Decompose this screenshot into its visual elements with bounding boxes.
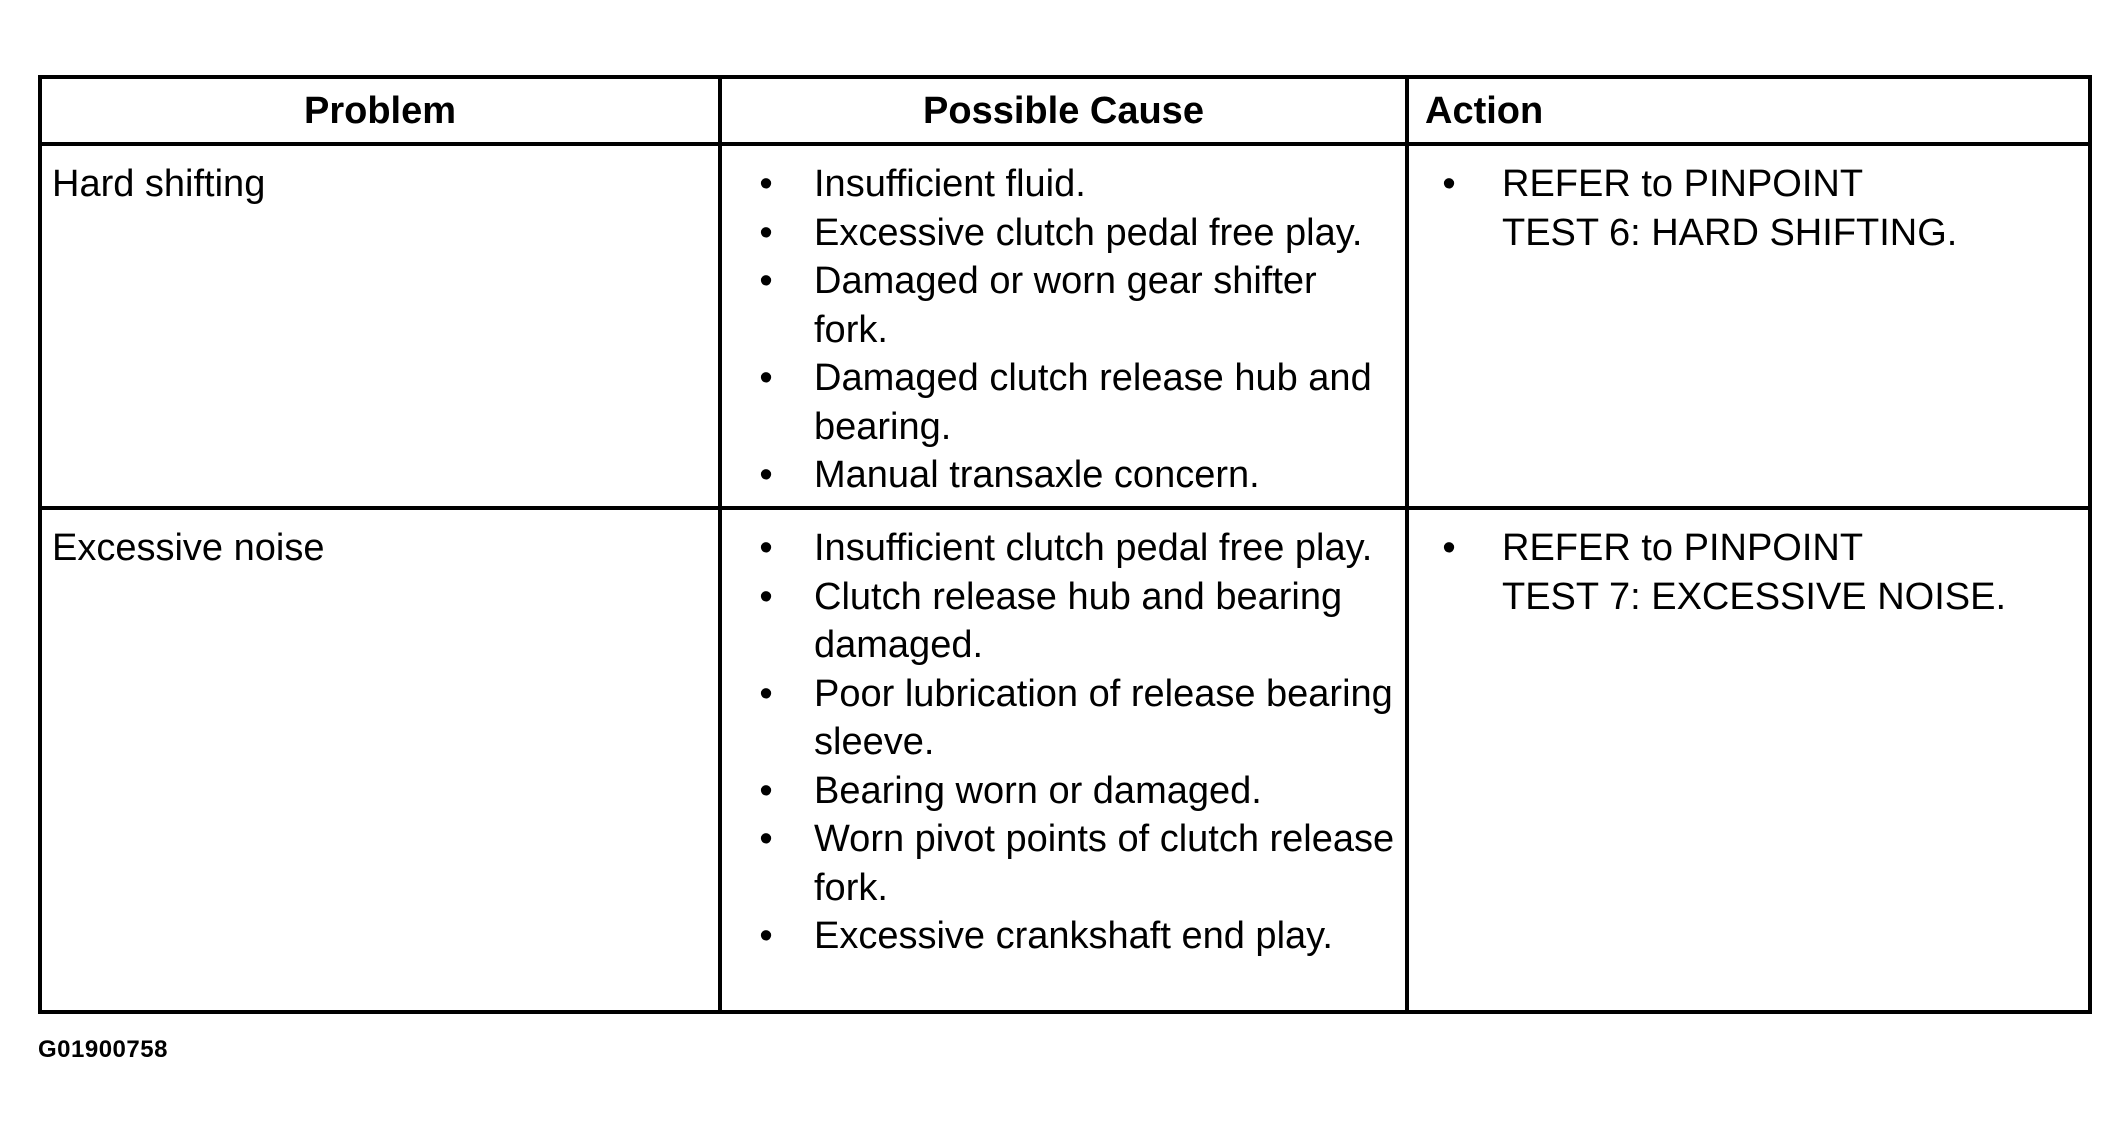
bullet-icon: •	[759, 672, 773, 715]
header-action: Action	[1407, 77, 2090, 144]
cause-item	[722, 670, 1405, 767]
table-header-row	[40, 77, 2090, 144]
cause-text: Damaged clutch release hub and bearing.	[814, 357, 1372, 448]
problem-cell	[40, 508, 720, 1012]
bullet-icon: •	[759, 575, 773, 618]
cause-text: Bearing worn or damaged.	[814, 769, 1262, 812]
cause-text: Worn pivot points of clutch release fork.	[814, 818, 1395, 909]
action-text-line1: REFER to PINPOINT	[1502, 527, 1864, 569]
bullet-icon: •	[1442, 527, 1456, 569]
bullet-icon: •	[759, 357, 773, 399]
cause-item	[722, 767, 1405, 816]
cause-item	[722, 815, 1405, 912]
problem-text: Hard shifting	[52, 163, 266, 205]
cause-item	[722, 160, 1405, 209]
table-row	[40, 508, 2090, 1012]
bullet-icon: •	[1442, 163, 1456, 205]
cause-text: Poor lubrication of release bearing sleeve.	[814, 672, 1393, 763]
cause-cell	[720, 144, 1407, 508]
action-list	[1409, 510, 2088, 621]
cause-item	[722, 451, 1405, 500]
action-cell	[1407, 144, 2090, 508]
bullet-icon: •	[759, 163, 773, 205]
cause-item	[722, 912, 1405, 961]
bullet-icon: •	[759, 915, 773, 957]
cause-text: Excessive clutch pedal free play.	[814, 211, 1363, 254]
cause-text: Insufficient clutch pedal free play.	[814, 527, 1373, 569]
action-text-line2: TEST 7: EXCESSIVE NOISE.	[1502, 575, 2007, 618]
header-possible-cause: Possible Cause	[720, 77, 1407, 144]
diagnosis-table	[38, 75, 2092, 1014]
cause-item	[722, 209, 1405, 258]
cause-text: Insufficient fluid.	[814, 163, 1086, 205]
cause-cell	[720, 508, 1407, 1012]
cause-item	[722, 257, 1405, 354]
cause-text: Damaged or worn gear shifter fork.	[814, 260, 1317, 351]
cause-list	[722, 510, 1405, 961]
action-cell	[1407, 508, 2090, 1012]
action-text-line2: TEST 6: HARD SHIFTING.	[1502, 211, 1958, 254]
table-row	[40, 144, 2090, 508]
action-item	[1409, 524, 2088, 621]
action-item	[1409, 160, 2088, 257]
bullet-icon: •	[759, 454, 773, 496]
cause-item	[722, 354, 1405, 451]
action-text-line1: REFER to PINPOINT	[1502, 163, 1864, 205]
header-problem: Problem	[40, 77, 720, 144]
cause-item	[722, 573, 1405, 670]
action-list	[1409, 146, 2088, 257]
cause-list	[722, 146, 1405, 500]
bullet-icon: •	[759, 769, 773, 812]
bullet-icon: •	[759, 527, 773, 569]
cause-text: Clutch release hub and bearing damaged.	[814, 575, 1343, 666]
cause-item	[722, 524, 1405, 573]
cause-text: Manual transaxle concern.	[814, 454, 1260, 496]
bullet-icon: •	[759, 818, 773, 860]
bullet-icon: •	[759, 260, 773, 302]
problem-text: Excessive noise	[52, 527, 325, 569]
figure-id: G01900758	[38, 1036, 168, 1063]
bullet-icon: •	[759, 211, 773, 254]
cause-text: Excessive crankshaft end play.	[814, 915, 1333, 957]
problem-cell	[40, 144, 720, 508]
